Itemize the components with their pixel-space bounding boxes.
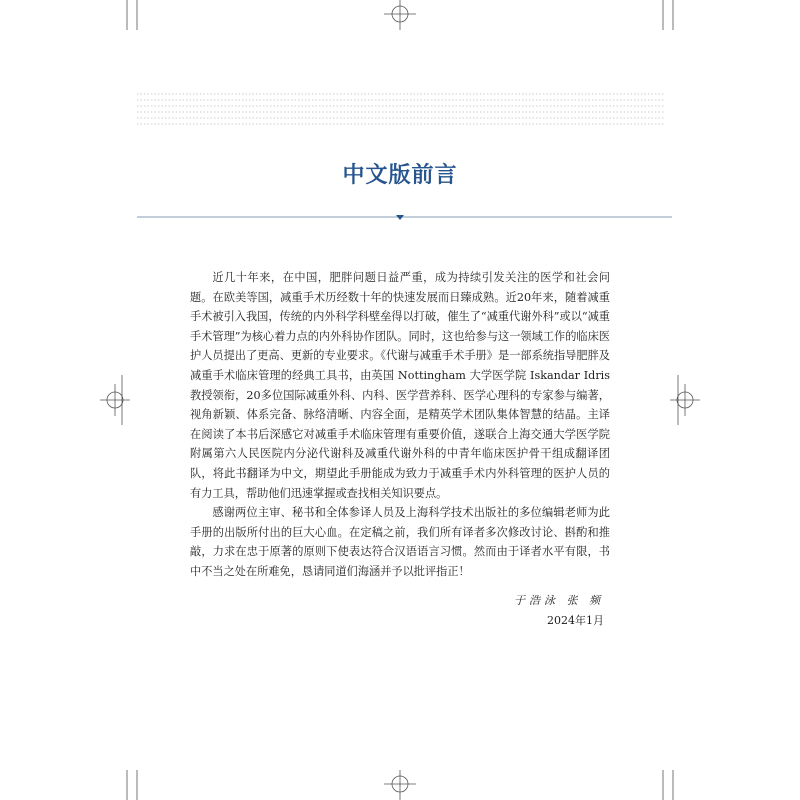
paragraph: 近几十年来，在中国，肥胖问题日益严重，成为持续引发关注的医学和社会问题。在欧美等国，减重手术历经数十年的快速发展而日臻成熟。近20年来，随着减重手术被引入我国，传统的内外科学科壁垒得以打破，催生了“减重代谢外科”或以“减重手术管理”为核心着力点的内外科协作团队。同时，这也给参与这一领域工作的临床医护人员提出了更高、更新的专业要求。《代谢与减重手术手册》是一部系统指导肥胖及减重手术临床管理的经典工具书，由英国 Nottingham 大学医学院 Iskandar Idris 教授领衔，20多位国际减重外科、内科、医学营养科、医学心理科的专家参与编著，视角新颖、体系完备、脉络清晰、内容全面，是精英学术团队集体智慧的结晶。主译在阅读了本书后深感它对减重手术临床管理有重要价值，遂联合上海交通大学医学院附属第六人民医院内分泌代谢科及减重代谢外科的中青年临床医护骨干组成翻译团队，将此书翻译为中文，期望此手册能成为致力于减重手术内外科管理的医护人员的有力工具，帮助他们迅速掌握或查找相关知识要点。 (190, 271, 610, 500)
paragraph: 感谢两位主审、秘书和全体参译人员及上海科学技术出版社的多位编辑老师为此手册的出版所付出的巨大心血。在定稿之前，我们所有译者多次修改讨论、斟酌和推敲，力求在忠于原著的原则下使表达符合汉语语言习惯。然而由于译者水平有限，书中不当之处在所难免，恳请同道们海涵并予以批评指正！ (190, 506, 610, 578)
signature-block (514, 591, 604, 631)
translator-names: 于浩泳 张 频 (514, 594, 604, 607)
page-title: 中文版前言 (342, 163, 458, 188)
signature-date: 2024年1月 (547, 614, 604, 627)
header-dotted-band (137, 92, 665, 126)
title-divider (137, 212, 672, 222)
preface-body (190, 268, 610, 582)
